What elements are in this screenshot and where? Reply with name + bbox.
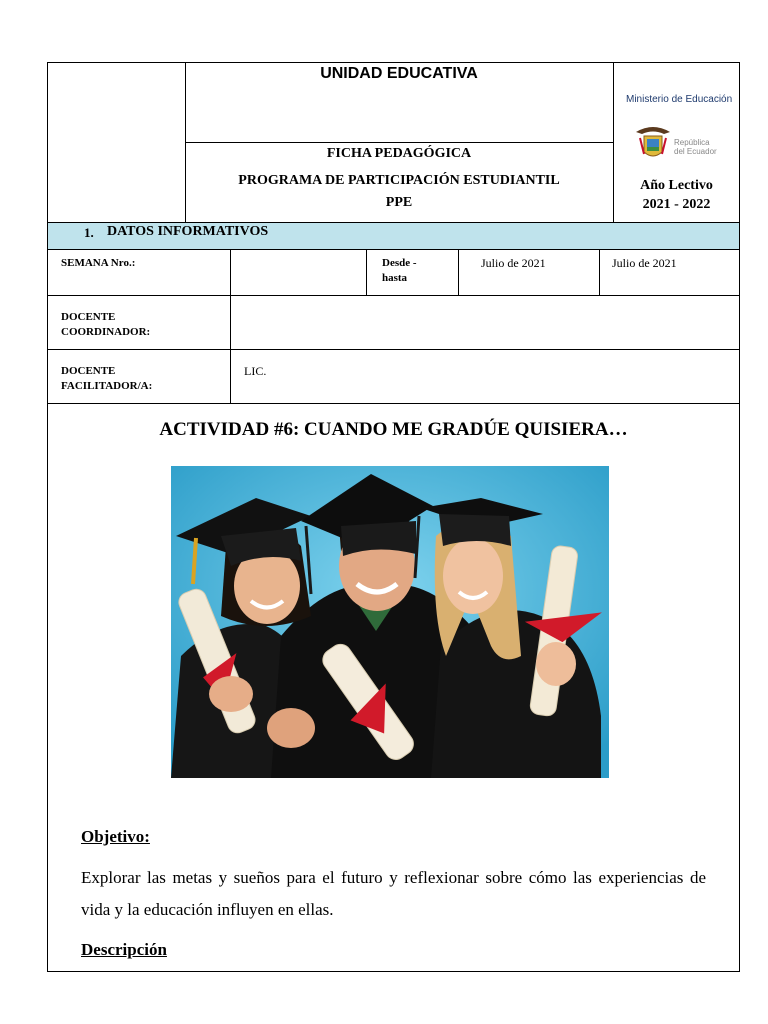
row-line-3	[47, 403, 740, 404]
anio-lectivo-label: Año Lectivo	[640, 178, 713, 193]
hasta-value: Julio de 2021	[612, 256, 677, 270]
objetivo-heading: Objetivo:	[81, 827, 150, 846]
ficha-title: FICHA PEDAGÓGICA	[326, 146, 472, 161]
facilitador-value: LIC.	[244, 364, 267, 378]
programa-title: PROGRAMA DE PARTICIPACIÓN ESTUDIANTIL	[238, 173, 560, 188]
datos-section-title: DATOS INFORMATIVOS	[107, 224, 269, 239]
activity-title: ACTIVIDAD #6: CUANDO ME GRADÚE QUISIERA…	[159, 419, 628, 440]
table-col-divider-1	[230, 249, 231, 404]
school-name: UNIDAD EDUCATIVA	[320, 65, 478, 82]
objetivo-text: Explorar las metas y sueños para el futuro y reflexionar sobre cómo las experiencias de vida y la educación influyen en ellas.	[81, 868, 706, 919]
descripcion-heading: Descripción	[81, 940, 167, 959]
anio-lectivo-value: 2021 - 2022	[642, 197, 711, 212]
row-line-2	[47, 349, 740, 350]
desde-value: Julio de 2021	[481, 256, 546, 270]
programa-acronym: PPE	[385, 195, 413, 210]
table-col-divider-4	[599, 249, 600, 295]
republica-logo-text: República del Ecuador	[674, 138, 717, 156]
table-col-divider-2	[366, 249, 367, 295]
band-bottom-line	[47, 249, 740, 250]
facilitador-label: DOCENTE FACILITADOR/A:	[61, 365, 153, 392]
row-line-1	[47, 295, 740, 296]
graduates-photo	[171, 466, 609, 778]
header-divider-middle	[185, 142, 613, 143]
datos-section-number: 1.	[84, 225, 94, 240]
desde-hasta-label: Desde - hasta	[382, 257, 417, 284]
semana-label: SEMANA Nro.:	[61, 257, 136, 269]
ministerio-logo-text: Ministerio de Educación	[626, 94, 733, 105]
ecuador-coat-of-arms-icon	[634, 124, 672, 164]
coordinador-label: DOCENTE COORDINADOR:	[61, 311, 151, 338]
table-col-divider-3	[458, 249, 459, 295]
